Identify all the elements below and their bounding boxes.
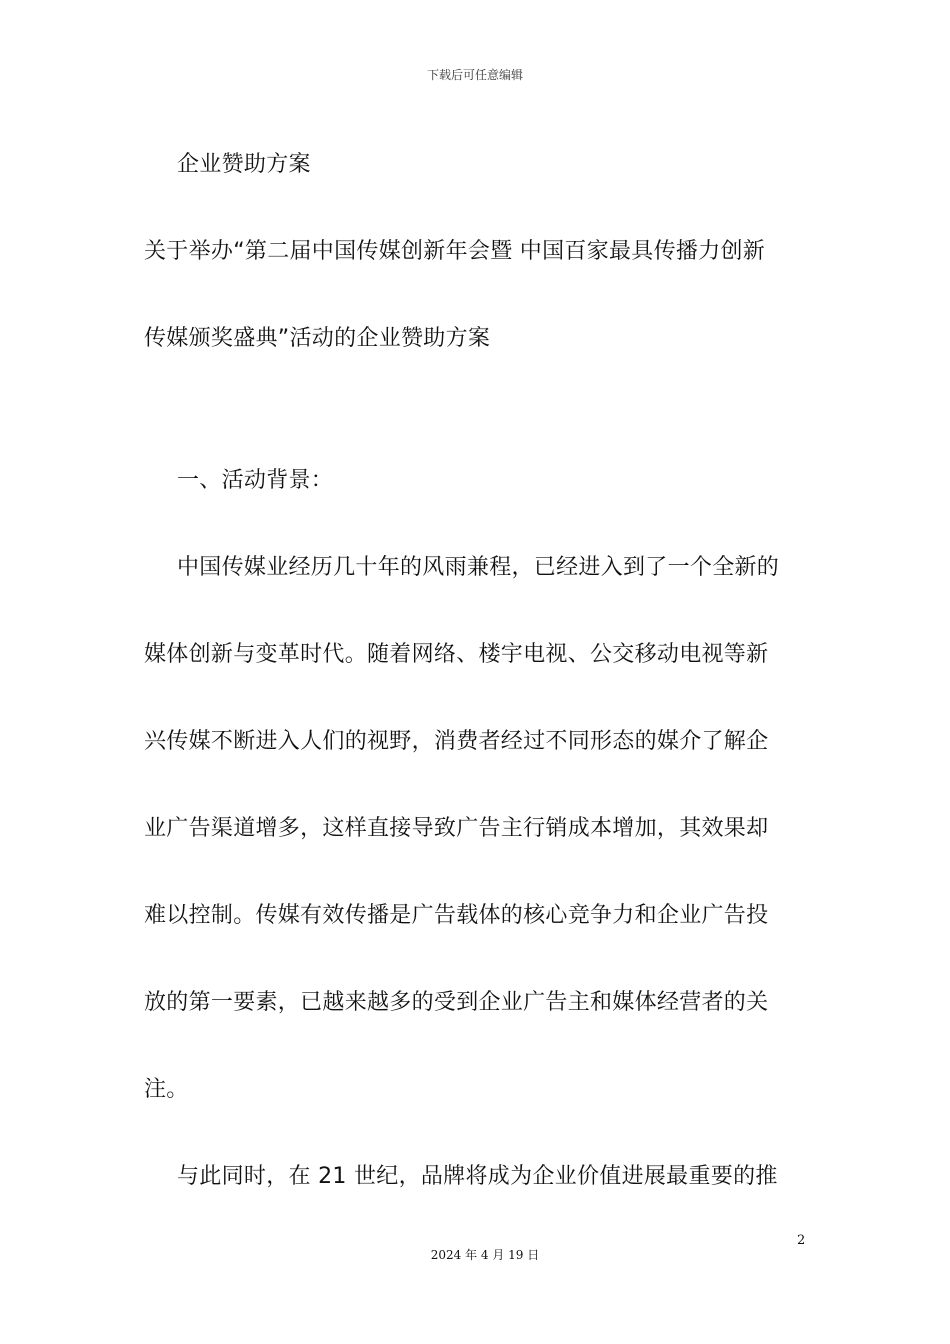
paragraph1-line-3: 兴传媒不断进入人们的视野，消费者经过不同形态的媒介了解企: [144, 729, 769, 754]
paragraph1-line-7: 注。: [144, 1077, 189, 1102]
subtitle-line-1: 关于举办“第二届中国传媒创新年会暨 中国百家最具传播力创新: [144, 239, 766, 264]
document-title: 企业赞助方案: [177, 152, 311, 177]
paragraph1-line-4: 业广告渠道增多，这样直接导致广告主行销成本增加，其效果却: [144, 816, 769, 841]
paragraph1-line-6: 放的第一要素，已越来越多的受到企业广告主和媒体经营者的关: [144, 990, 769, 1015]
subtitle-line-2: 传媒颁奖盛典”活动的企业赞助方案: [144, 326, 491, 351]
footer-date: 2024 年 4 月 19 日: [430, 1248, 540, 1262]
paragraph1-line-5: 难以控制。传媒有效传播是广告载体的核心竞争力和企业广告投: [144, 903, 769, 928]
paragraph2-line-1: 与此同时，在 21 世纪，品牌将成为企业价值进展最重要的推: [177, 1164, 778, 1189]
page-number: 2: [797, 1233, 806, 1248]
paragraph1-line-2: 媒体创新与变革时代。随着网络、楼宇电视、公交移动电视等新: [144, 642, 769, 667]
section-heading: 一、活动背景：: [177, 468, 334, 493]
paragraph1-line-1: 中国传媒业经历几十年的风雨兼程，已经进入到了一个全新的: [177, 555, 780, 580]
header-note: 下载后可任意编辑: [426, 68, 523, 82]
